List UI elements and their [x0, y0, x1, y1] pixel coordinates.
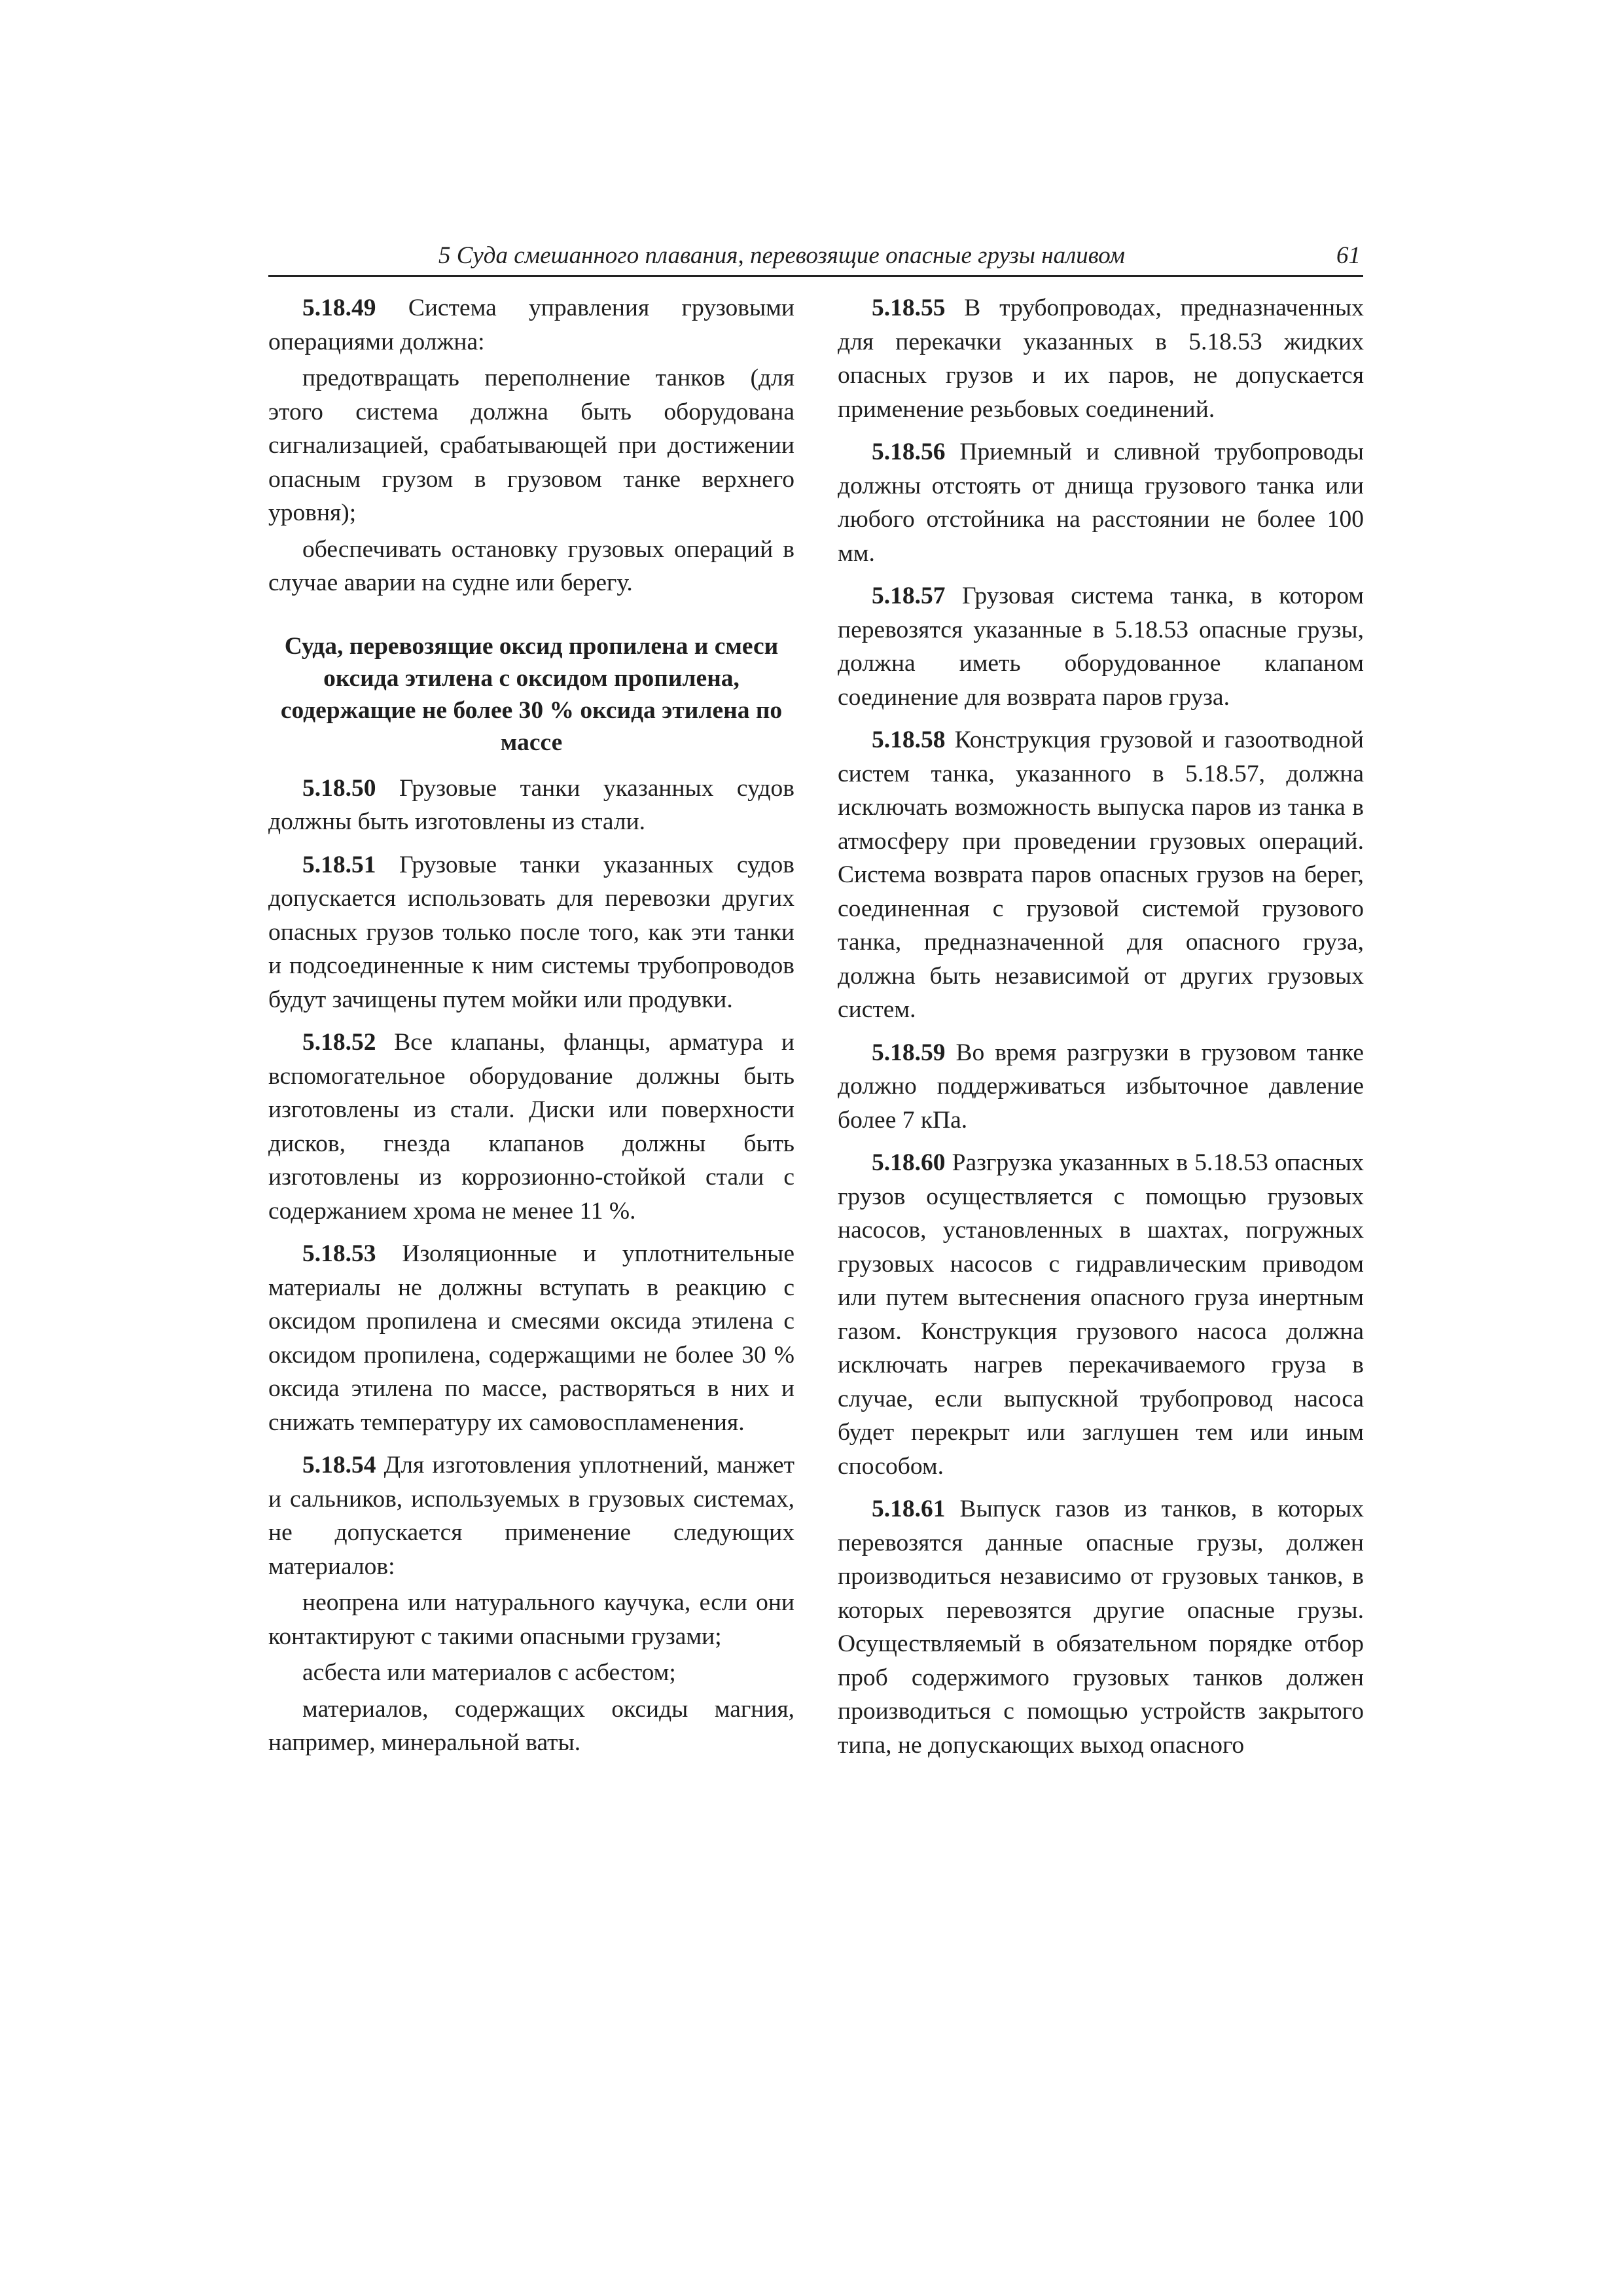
clause-text: Выпуск газов из танков, в которых перевозятся данные опасные грузы, должен производиться независимо от грузовых танков, в которых перевозятся другие опасные грузы. Осуществляемый в обязательном порядке отбор проб содержимого грузовых танков должен производиться с помощью устройств закрытого типа, не допускающих выход опасного [838, 1496, 1364, 1759]
clause-text: Грузовые танки указанных судов допускается использовать для перевозки других опасных грузов только после того, как эти танки и подсоединенные к ним системы трубопроводов будут зачищены путем мойки или продувки. [268, 851, 794, 1013]
paragraph-5-18-54-item-a: неопрена или натурального каучука, если они контактируют с такими опасными грузами; [268, 1589, 794, 1650]
running-header [268, 237, 1363, 277]
paragraph-5-18-49-item-b: обеспечивать остановку грузовых операций в случае аварии на судне или берегу. [268, 535, 794, 596]
paragraph-5-18-54-item-c: материалов, содержащих оксиды магния, например, минеральной ваты. [268, 1695, 794, 1756]
clause-text: В трубопроводах, предназначенных для перекачки указанных в 5.18.53 жидких опасных грузов и их паров, не допускается применение резьбовых соединений. [838, 295, 1364, 423]
clause-number: 5.18.56 [872, 439, 946, 465]
clause-text: Приемный и сливной трубопроводы должны отстоять от днища грузового танка или любого отстойника на расстоянии не более 100 мм. [838, 439, 1364, 567]
clause-text: Все клапаны, фланцы, арматура и вспомогательное оборудование должны быть изготовлены из стали. Диски или поверхности дисков, гнезда клапанов должны быть изготовлены из коррозионно-стойкой стали с содержанием хрома не менее 11 %. [268, 1029, 794, 1225]
paragraph-5-18-52 [268, 1026, 794, 1228]
paragraph-5-18-53 [268, 1237, 794, 1439]
clause-text: Система управления грузовыми операциями должна: [268, 295, 794, 355]
chapter-title: 5 Суда смешанного плавания, перевозящие опасные грузы наливом [438, 242, 1126, 269]
paragraph-5-18-61 [838, 1492, 1364, 1762]
paragraph-5-18-54-item-b: асбеста или материалов с асбестом; [302, 1659, 676, 1686]
clause-number: 5.18.59 [872, 1039, 946, 1066]
paragraph-5-18-56 [838, 435, 1364, 570]
clause-text: Конструкция грузовой и газоотводной систем танка, указанного в 5.18.57, должна исключать возможность выпуска паров из танка в атмосферу при проведении грузовых операций. Система возврата паров опасных грузов на берег, соединенная с грузовой системой грузового танка, предназначенной для опасного груза, должна быть независимой от других грузовых систем. [838, 726, 1364, 1023]
paragraph-5-18-58 [838, 723, 1364, 1027]
paragraph-5-18-49 [268, 291, 794, 359]
clause-number: 5.18.51 [302, 851, 376, 878]
clause-text: Во время разгрузки в грузовом танке должно поддерживаться избыточное давление более 7 кПа. [838, 1039, 1364, 1134]
paragraph-5-18-57 [838, 579, 1364, 714]
clause-number: 5.18.61 [872, 1496, 946, 1522]
section-heading: Суда, перевозящие оксид пропилена и смеси оксида этилена с оксидом пропилена, содержащие не более 30 % оксида этилена по массе [280, 632, 783, 756]
paragraph-5-18-49-item-a: предотвращать переполнение танков (для этого система должна быть оборудована сигнализацией, срабатывающей при достижении опасным грузом в грузовом танке верхнего уровня); [268, 365, 794, 526]
paragraph-5-18-54 [268, 1448, 794, 1583]
clause-number: 5.18.52 [302, 1029, 376, 1056]
paragraph-5-18-55 [838, 291, 1364, 426]
clause-number: 5.18.58 [872, 726, 946, 753]
clause-number: 5.18.57 [872, 583, 946, 609]
clause-number: 5.18.53 [302, 1240, 376, 1267]
paragraph-5-18-59 [838, 1036, 1364, 1138]
clause-text: Разгрузка указанных в 5.18.53 опасных грузов осуществляется с помощью грузовых насосов, установленных в шахтах, погружных грузовых насосов с гидравлическим приводом или путем вытеснения опасного груза инертным газом. Конструкция грузового насоса должна исключать нагрев перекачиваемого груза в случае, если выпускной трубопровод насоса будет перекрыт или заглушен тем или иным способом. [838, 1149, 1364, 1480]
clause-number: 5.18.54 [302, 1452, 376, 1479]
clause-text: Изоляционные и уплотнительные материалы не должны вступать в реакцию с оксидом пропилена и смесями оксида этилена с оксидом пропилена, содержащими не более 30 % оксида этилена по массе, растворяться в них и снижать температуру их самовоспламенения. [268, 1240, 794, 1436]
clause-text: Грузовая система танка, в котором перевозятся указанные в 5.18.53 опасные грузы, должна иметь оборудованное клапаном соединение для возврата паров груза. [838, 583, 1364, 711]
clause-text: Для изготовления уплотнений, манжет и сальников, используемых в грузовых системах, не допускается применение следующих материалов: [268, 1452, 794, 1580]
paragraph-5-18-60 [838, 1146, 1364, 1483]
paragraph-5-18-51 [268, 848, 794, 1017]
clause-number: 5.18.55 [872, 295, 946, 321]
page-number: 61 [1336, 242, 1361, 269]
left-column [268, 291, 794, 1763]
right-column [838, 291, 1364, 1771]
clause-number: 5.18.49 [302, 295, 376, 321]
paragraph-5-18-50 [268, 772, 794, 839]
clause-text: Грузовые танки указанных судов должны быть изготовлены из стали. [268, 774, 794, 835]
clause-number: 5.18.50 [302, 774, 376, 802]
clause-number: 5.18.60 [872, 1149, 946, 1176]
